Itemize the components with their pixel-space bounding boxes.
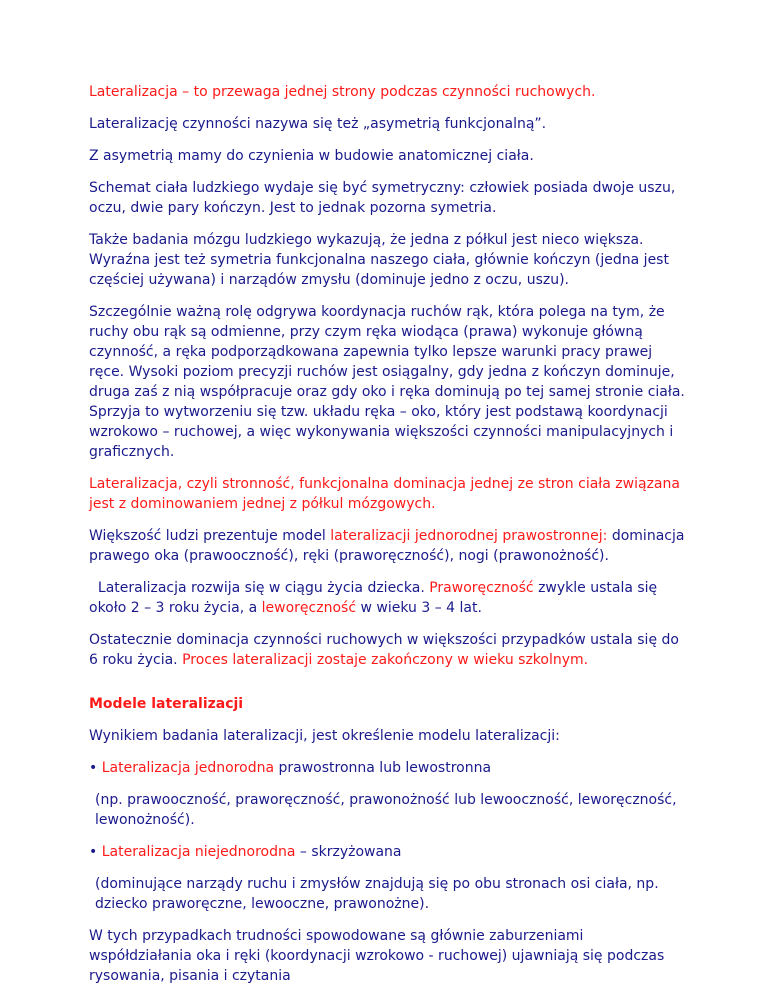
highlight-right-handedness: Praworęczność [429, 580, 534, 596]
text-segment: Większość ludzi prezentuje model [89, 528, 331, 544]
bullet-item-heterogeneous [89, 842, 689, 862]
text-segment: dominacja prawego oka (prawooczność), ręki (praworęczność), nogi (prawonożność). [89, 528, 685, 564]
paragraph-asymmetry: Lateralizację czynności nazywa się też „asymetrią funkcjonalną”. [89, 116, 547, 132]
text-segment: zwykle ustala się około 2 – 3 roku życia, a [89, 580, 662, 616]
bullet-note-heterogeneous: (dominujące narządy ruchu i zmysłów znajdują się po obu stronach osi ciała, np. dziecko praworęczne, lewooczne, prawonożne). [95, 876, 659, 912]
paragraph-coordination: Szczególnie ważną rolę odgrywa koordynacja ruchów rąk, która polega na tym, że ruchy obu rąk są odmienne, przy czym ręka wiodąca (prawa) wykonuje główną czynność, a ręka podporządkowana zapewnia tylko lepsze warunki pracy prawej ręce. Wysoki poziom precyzji ruchów jest osiągalny, gdy jedna z kończyn dominuje, druga zaś z nią współpracuje oraz gdy oko i ręka dominują po tej samej stronie ciała. Sprzyja to wytworzeniu się tzw. układu ręka – oko, który jest podstawą koordynacji wzrokowo – ruchowej, a więc wykonywania większości czynności manipulacyjnych i graficznych. [89, 304, 685, 460]
paragraph-anatomy: Z asymetrią mamy do czynienia w budowie anatomicznej ciała. [89, 148, 534, 164]
highlight-process-complete: Proces lateralizacji zostaje zakończony w wieku szkolnym. [182, 652, 589, 668]
paragraph-body-schema: Schemat ciała ludzkiego wydaje się być symetryczny: człowiek posiada dwoje uszu, oczu, dwie pary kończyn. Jest to jednak pozorna symetria. [89, 180, 676, 216]
highlight-lateralization-model: lateralizacji jednorodnej prawostronnej: [330, 528, 608, 544]
bullet-term: Lateralizacja jednorodna [101, 760, 275, 776]
paragraph-closing: W tych przypadkach trudności spowodowane są głównie zaburzeniami współdziałania oka i ręki (koordynacji wzrokowo - ruchowej) ujawniają się podczas rysowania, pisania i czytania [89, 928, 665, 984]
text-segment: Ostatecznie dominacja czynności ruchowych w większości przypadków ustala się do 6 roku życia. [89, 632, 679, 668]
text-segment: w wieku 3 – 4 lat. [356, 600, 482, 616]
bullet-detail: – skrzyżowana [295, 844, 402, 860]
bullet-detail: prawostronna lub lewostronna [274, 760, 492, 776]
highlight-left-handedness: leworęczność [261, 600, 357, 616]
paragraph-definition: Lateralizacja – to przewaga jednej strony podczas czynności ruchowych. [89, 84, 596, 100]
bullet-item-homogeneous [89, 758, 689, 778]
bullet-note-homogeneous: (np. prawooczność, praworęczność, prawonożność lub lewooczność, leworęczność, lewonożność). [95, 792, 677, 828]
paragraph-development [89, 578, 689, 618]
paragraph-majority [89, 526, 689, 566]
text-segment: Lateralizacja rozwija się w ciągu życia dziecka. [89, 580, 430, 596]
section-heading: Modele lateralizacji [89, 696, 244, 712]
bullet-icon: • [89, 844, 102, 860]
bullet-term: Lateralizacja niejednorodna [101, 844, 296, 860]
paragraph-brain: Także badania mózgu ludzkiego wykazują, że jedna z półkul jest nieco większa. Wyraźna jest też symetria funkcjonalna naszego ciała, głównie kończyn (jedna jest częściej używana) i narządów zmysłu (dominuje jedno z oczu, uszu). [89, 232, 669, 288]
section-intro: Wynikiem badania lateralizacji, jest określenie modelu lateralizacji: [89, 728, 560, 744]
paragraph-final-dominance [89, 630, 689, 670]
paragraph-sidedness: Lateralizacja, czyli stronność, funkcjonalna dominacja jednej ze stron ciała związana jest z dominowaniem jednej z półkul mózgowych. [89, 476, 680, 512]
bullet-icon: • [89, 760, 102, 776]
document-body [89, 82, 689, 998]
